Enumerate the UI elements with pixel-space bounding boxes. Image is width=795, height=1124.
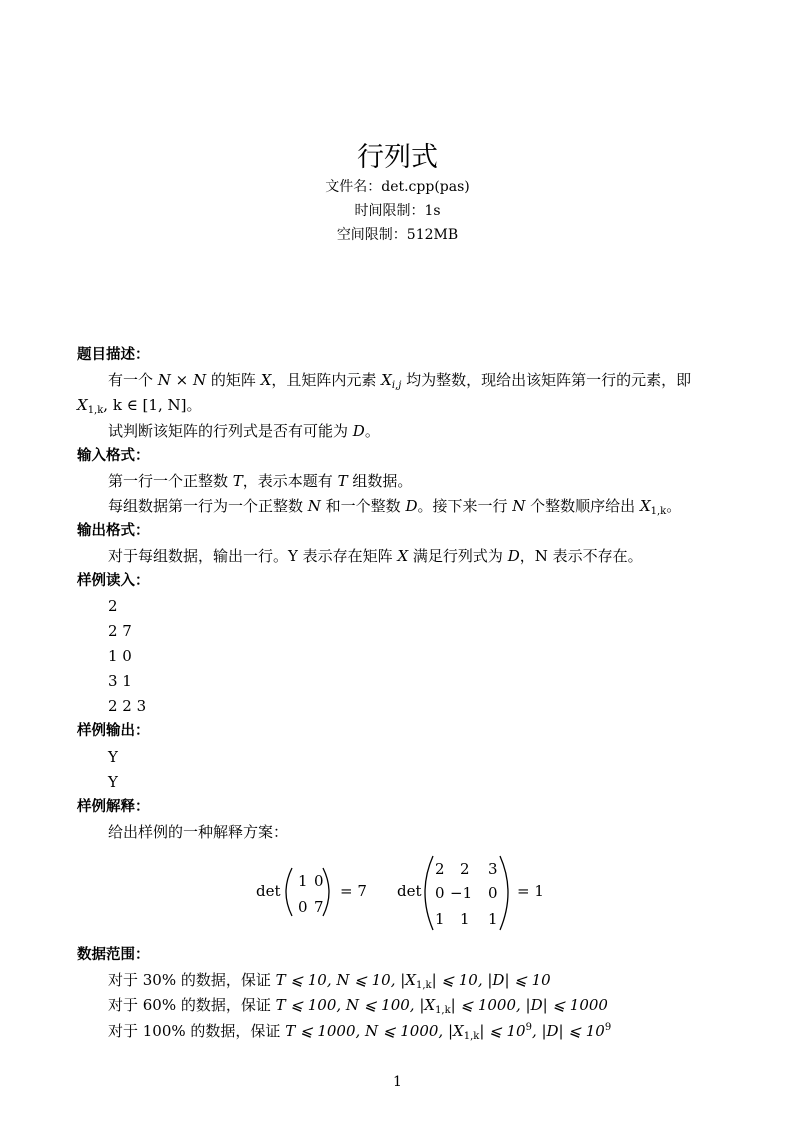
matrix-1-cell: 0: [298, 898, 308, 916]
memory-limit: 空间限制：512MB: [336, 227, 459, 243]
time-limit: 时间限制：1s: [354, 203, 441, 219]
matrix-2-cell: 1: [435, 910, 445, 928]
page-number: 1: [393, 1074, 402, 1090]
file-name: 文件名：det.cpp(pas): [325, 179, 470, 195]
determinant-equations: [240, 852, 560, 936]
sample-input-line: 2 7: [108, 622, 132, 640]
matrix-2-cell: 2: [460, 860, 470, 878]
matrix-1-result: = 7: [340, 882, 367, 900]
input-line-2: 每组数据第一行为一个正整数 N 和一个整数 D。接下来一行 N 个整数顺序给出 $X_{1,k}$。: [108, 497, 682, 517]
range-line: 对于 30% 的数据，保证 T ⩽ 10, N ⩽ 10, $|X_{1,k}|$ ⩽ 10, |D| ⩽ 10: [108, 971, 551, 991]
matrix-2-left-paren: [425, 856, 433, 930]
description-line-3: 试判断该矩阵的行列式是否有可能为 D。: [108, 422, 380, 440]
matrix-2-cell: 0: [435, 884, 445, 902]
input-line-1: 第一行一个正整数 T，表示本题有 T 组数据。: [108, 472, 413, 490]
description-line-1: 有一个 N × N 的矩阵 X，且矩阵内元素 $X_{i,j}$ 均为整数，现给出该矩阵第一行的元素，即: [108, 371, 692, 391]
sample-input-line: 1 0: [108, 647, 132, 665]
det-label: det: [397, 882, 422, 900]
range-line: 对于 100% 的数据，保证 T ⩽ 1000, N ⩽ 1000, $|X_{1,k}|$ ⩽ $10^9$, |D| ⩽ $10^9$: [108, 1022, 612, 1042]
matrix-2-result: = 1: [517, 882, 544, 900]
matrix-2-cell: 3: [488, 860, 498, 878]
matrix-1-right-paren: [323, 868, 329, 916]
matrix-2-cell: 2: [435, 860, 445, 878]
matrix-1-cell: 7: [314, 898, 324, 916]
section-explanation: 样例解释：: [77, 799, 150, 815]
section-sample-input: 样例读入：: [77, 573, 150, 589]
description-line-2: $X_{1,k}$, k ∈ [1, N]。: [77, 396, 202, 416]
output-line: 对于每组数据，输出一行。Y 表示存在矩阵 X 满足行列式为 D，N 表示不存在。: [108, 547, 643, 565]
matrix-2-right-paren: [500, 856, 508, 930]
matrix-1-left-paren: [286, 868, 292, 916]
page-title: 行列式: [357, 142, 438, 173]
section-output: 输出格式：: [77, 523, 150, 539]
matrix-1-cell: 0: [314, 872, 324, 890]
section-range: 数据范围：: [77, 947, 150, 963]
sample-output-line: Y: [108, 748, 118, 766]
sample-input-line: 2 2 3: [108, 697, 147, 715]
matrix-2-cell: −1: [450, 884, 473, 902]
section-description: 题目描述：: [77, 347, 150, 363]
matrix-2-cell: 1: [488, 910, 498, 928]
explanation-intro: 给出样例的一种解释方案：: [108, 823, 289, 841]
section-input: 输入格式：: [77, 448, 150, 464]
sample-input-line: 3 1: [108, 672, 132, 690]
sample-input-line: 2: [108, 597, 118, 615]
matrix-2-cell: 0: [488, 884, 498, 902]
matrix-2-cell: 1: [460, 910, 470, 928]
matrix-1-cell: 1: [298, 872, 308, 890]
sample-output-line: Y: [108, 773, 118, 791]
range-line: 对于 60% 的数据，保证 T ⩽ 100, N ⩽ 100, $|X_{1,k}|$ ⩽ 1000, |D| ⩽ 1000: [108, 996, 608, 1016]
det-label: det: [256, 882, 281, 900]
section-sample-output: 样例输出：: [77, 723, 150, 739]
